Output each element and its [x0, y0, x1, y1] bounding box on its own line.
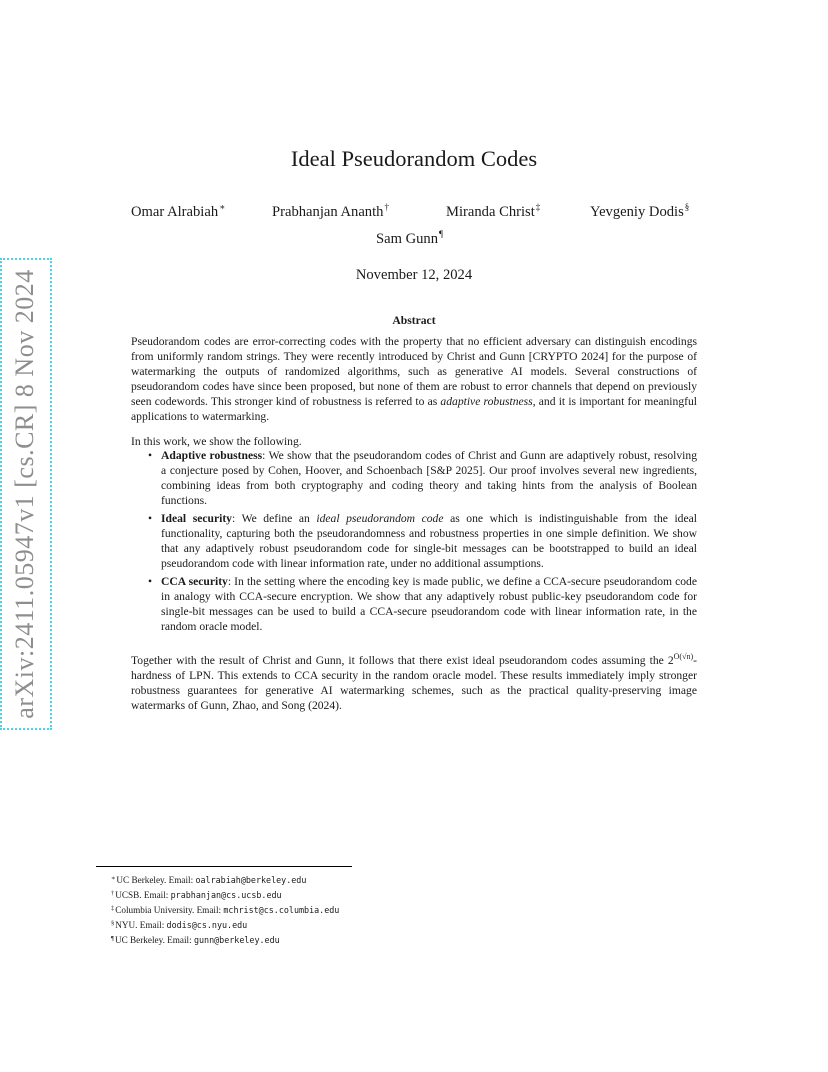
list-item-label: Adaptive robustness	[161, 449, 263, 462]
author-name: Miranda Christ‡	[446, 202, 541, 220]
author-affiliation-mark: §	[684, 202, 690, 212]
bullet-icon: •	[148, 512, 153, 525]
author-affiliation-mark: ¶	[439, 229, 444, 239]
email-address[interactable]: mchrist@cs.columbia.edu	[223, 905, 340, 915]
email-address[interactable]: dodis@cs.nyu.edu	[166, 920, 248, 930]
email-address[interactable]: oalrabiah@berkeley.edu	[195, 875, 307, 885]
list-item-label: CCA security	[161, 575, 228, 588]
math-exponent: O(√n)	[673, 652, 694, 662]
publication-date: November 12, 2024	[355, 267, 473, 283]
author-name: Omar Alrabiah∗	[131, 202, 226, 220]
list-item-label: Ideal security	[161, 512, 232, 525]
footnote: ∗UC Berkeley. Email: oalrabiah@berkeley.edu	[111, 875, 307, 885]
emphasis-text: ideal pseudorandom code	[316, 512, 444, 525]
footnote: †UCSB. Email: prabhanjan@cs.ucsb.edu	[111, 890, 282, 900]
arxiv-identifier[interactable]: arXiv:2411.05947v1 [cs.CR] 8 Nov 2024	[10, 269, 39, 719]
author-affiliation-mark: †	[384, 202, 389, 212]
author-affiliation-mark: ‡	[535, 202, 541, 212]
footnote: ¶UC Berkeley. Email: gunn@berkeley.edu	[111, 935, 280, 945]
email-address[interactable]: gunn@berkeley.edu	[193, 935, 280, 945]
email-address[interactable]: prabhanjan@cs.ucsb.edu	[170, 890, 282, 900]
bullet-icon: •	[148, 575, 153, 588]
bullet-icon: •	[148, 449, 153, 462]
list-item: • Ideal security: We define an ideal pseudorandom code as one which is indistinguishable from the ideal functionality, capturing both the pseudorandomness and robustness properties in one simple definition. We show that any adaptively robust pseudorandom code for single-bit messages can be bootstrapped to build an ideal pseudorandom code with linear information rate, under no additional assumptions.	[148, 512, 697, 570]
list-item: • Adaptive robustness: We show that the pseudorandom codes of Christ and Gunn are adaptively robust, resolving a conjecture posed by Cohen, Hoover, and Schoenbach [S&P 2025]. Our proof involves several new ingredients, combining ideas from both cryptography and coding theory and taking hints from the analysis of Boolean functions.	[148, 449, 697, 507]
footnotes	[111, 872, 339, 947]
footnote: §NYU. Email: dodis@cs.nyu.edu	[111, 920, 248, 930]
abstract-conclusion-paragraph: Together with the result of Christ and Gunn, it follows that there exist ideal pseudorandom codes assuming the $2^{O(√n)}$-hardness of LPN. This extends to CCA security in the random oracle model. These results immediately imply stronger robustness guarantees for generative AI watermarking schemes, such as the practical quality-preserving image watermarks of Gunn, Zhao, and Song (2024).	[131, 652, 697, 712]
paper-title: Ideal Pseudorandom Codes	[290, 146, 538, 171]
author-name: Sam Gunn¶	[376, 229, 444, 247]
list-item: • CCA security: In the setting where the encoding key is made public, we define a CCA-secure pseudorandom code in analogy with CCA-secure encryption. We show that any adaptively robust public-key pseudorandom code for single-bit messages can be used to build a CCA-secure pseudorandom code with linear information rate, in the random oracle model.	[148, 575, 697, 633]
emphasis-text: adaptive robustness	[440, 395, 533, 408]
footnote: ‡Columbia University. Email: mchrist@cs.columbia.edu	[111, 905, 340, 915]
abstract-heading: Abstract	[392, 314, 436, 327]
author-name: Prabhanjan Ananth†	[272, 202, 389, 220]
abstract-paragraph: Pseudorandom codes are error-correcting codes with the property that no efficient adversary can distinguish encodings from uniformly random strings. They were recently introduced by Christ and Gunn [CRYPTO 2024] for the purpose of watermarking the outputs of randomized algorithms, such as generative AI models. Several constructions of pseudorandom codes have since been proposed, but none of them are robust to error channels that depend on previously seen codewords. This stronger kind of robustness is referred to as adaptive robustness, and it is important for meaningful applications to watermarking.	[131, 335, 697, 423]
abstract-intro-line: In this work, we show the following.	[131, 435, 302, 448]
footnote-divider	[96, 866, 352, 867]
author-affiliation-mark: ∗	[219, 202, 226, 212]
contribution-list	[148, 448, 697, 637]
author-name: Yevgeniy Dodis§	[590, 202, 690, 220]
